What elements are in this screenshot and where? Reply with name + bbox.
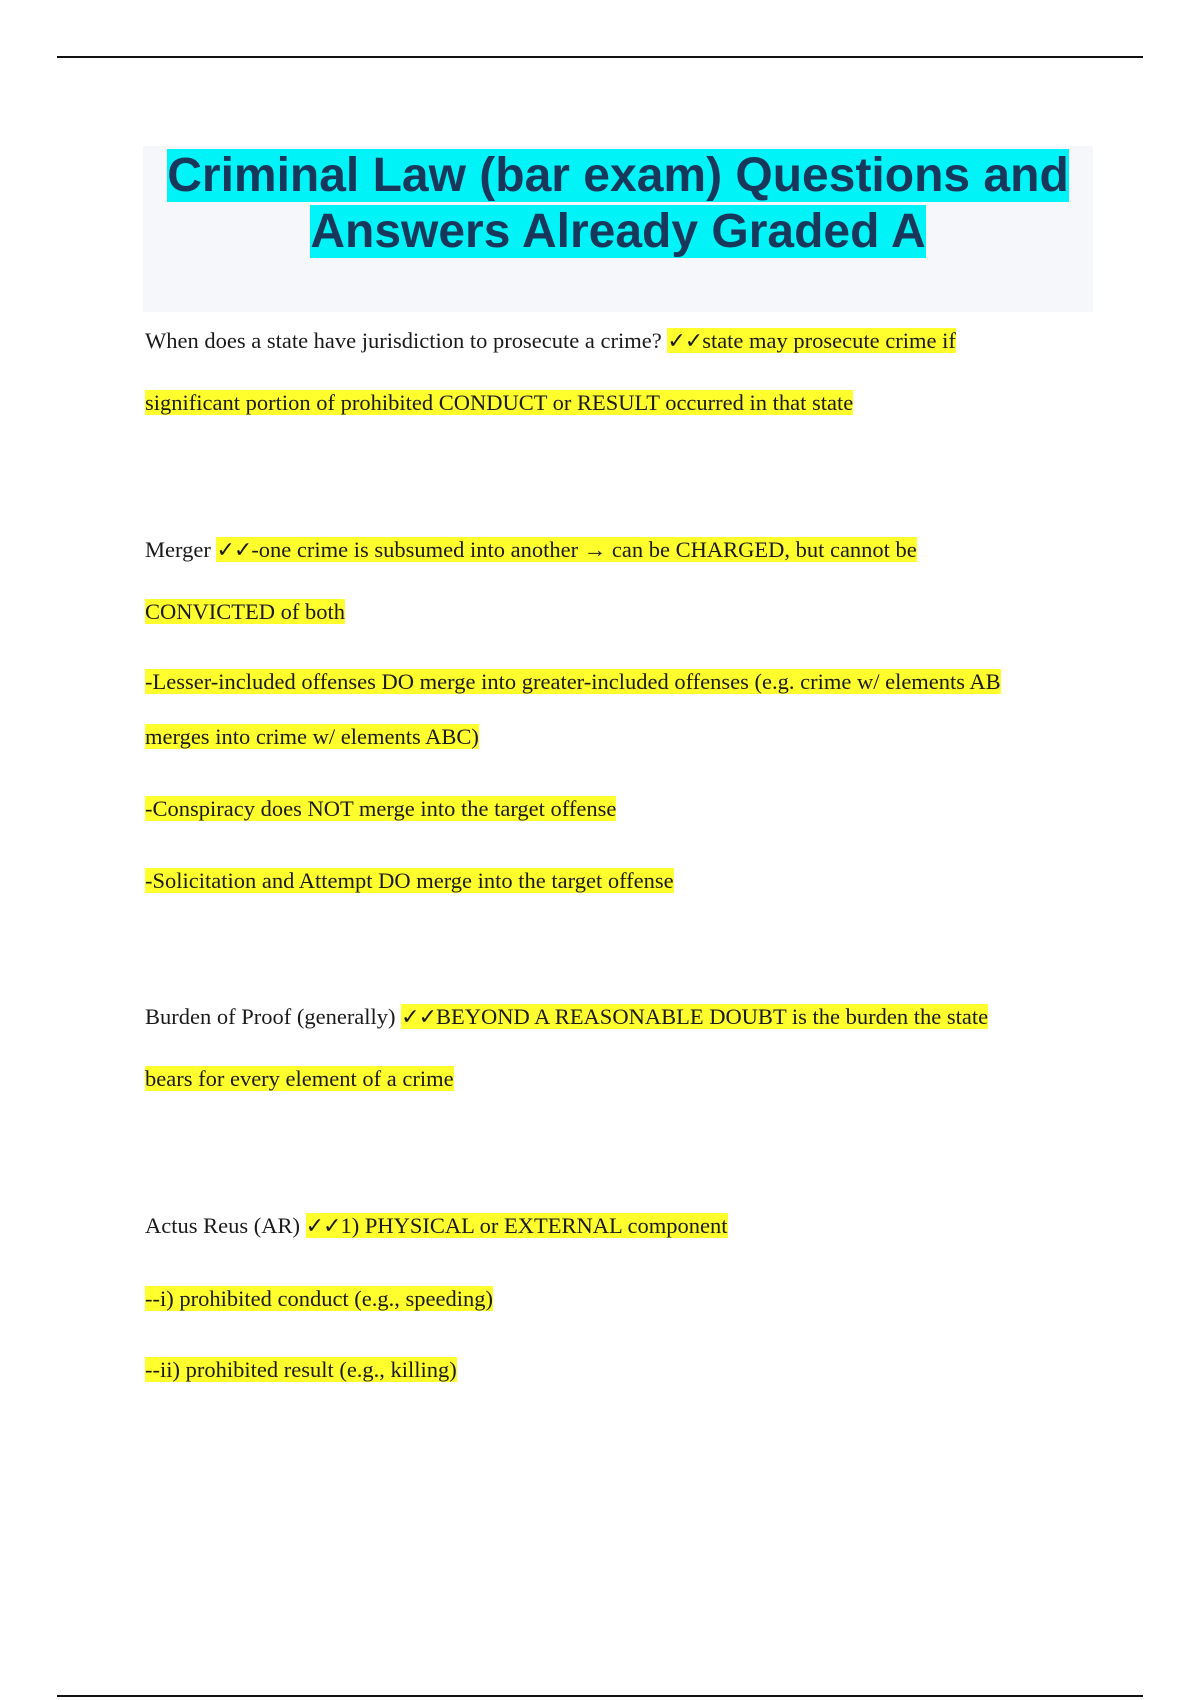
checkmark-icon: ✓✓ [401, 1005, 437, 1030]
qa-entry-actus-reus [145, 1195, 1075, 1397]
answer-point [145, 853, 1075, 908]
answer-point-text: merges into crime w/ elements ABC) [145, 724, 479, 749]
question-text: Merger [145, 537, 211, 562]
question-text: Actus Reus (AR) [145, 1213, 300, 1238]
answer-line: -one crime is subsumed into another → can be CHARGED, but cannot be [251, 537, 917, 562]
checkmark-icon: ✓✓ [667, 329, 703, 354]
answer-line: CONVICTED of both [145, 599, 345, 624]
question-text: Burden of Proof (generally) [145, 1004, 396, 1029]
answer-point-text: --ii) prohibited result (e.g., killing) [145, 1357, 457, 1382]
answer-point [145, 654, 1075, 764]
qa-line [145, 1048, 1075, 1109]
qa-line [145, 581, 1075, 642]
answer-text [401, 1004, 988, 1029]
title-line-2: Answers Already Graded A [310, 205, 926, 258]
question-text: When does a state have jurisdiction to prosecute a crime? [145, 328, 662, 353]
qa-line [145, 1195, 1075, 1257]
answer-point-text: -Conspiracy does NOT merge into the target offense [145, 796, 617, 821]
checkmark-icon: ✓✓ [216, 538, 252, 563]
answer-point [145, 781, 1075, 836]
answer-text [216, 537, 916, 562]
footer-rule [57, 1695, 1143, 1697]
answer-line: bears for every element of a crime [145, 1066, 454, 1091]
answer-line: significant portion of prohibited CONDUCT or RESULT occurred in that state [145, 390, 854, 415]
qa-line [145, 519, 1075, 581]
checkmark-icon: ✓✓ [305, 1214, 341, 1239]
answer-line: BEYOND A REASONABLE DOUBT is the burden the state [436, 1004, 989, 1029]
qa-list [145, 310, 1075, 1397]
title-line-1: Criminal Law (bar exam) Questions and [167, 149, 1069, 202]
qa-entry-burden-of-proof [145, 986, 1075, 1109]
header-rule [57, 56, 1143, 58]
answer-point [145, 1342, 1075, 1397]
answer-point-text: -Lesser-included offenses DO merge into greater-included offenses (e.g. crime w/ elements AB [145, 669, 1001, 694]
answer-line: 1) PHYSICAL or EXTERNAL component [340, 1213, 728, 1238]
qa-line [145, 310, 1075, 372]
answer-text [306, 1213, 728, 1238]
answer-point-text: -Solicitation and Attempt DO merge into the target offense [145, 868, 674, 893]
document-title [143, 146, 1093, 260]
qa-entry-jurisdiction [145, 310, 1075, 433]
answer-text [667, 328, 956, 353]
title-block [143, 146, 1093, 312]
answer-point-text: --i) prohibited conduct (e.g., speeding) [145, 1286, 494, 1311]
qa-line [145, 372, 1075, 433]
qa-line [145, 986, 1075, 1048]
answer-line: state may prosecute crime if [702, 328, 956, 353]
answer-point [145, 1271, 1075, 1326]
qa-entry-merger [145, 519, 1075, 908]
